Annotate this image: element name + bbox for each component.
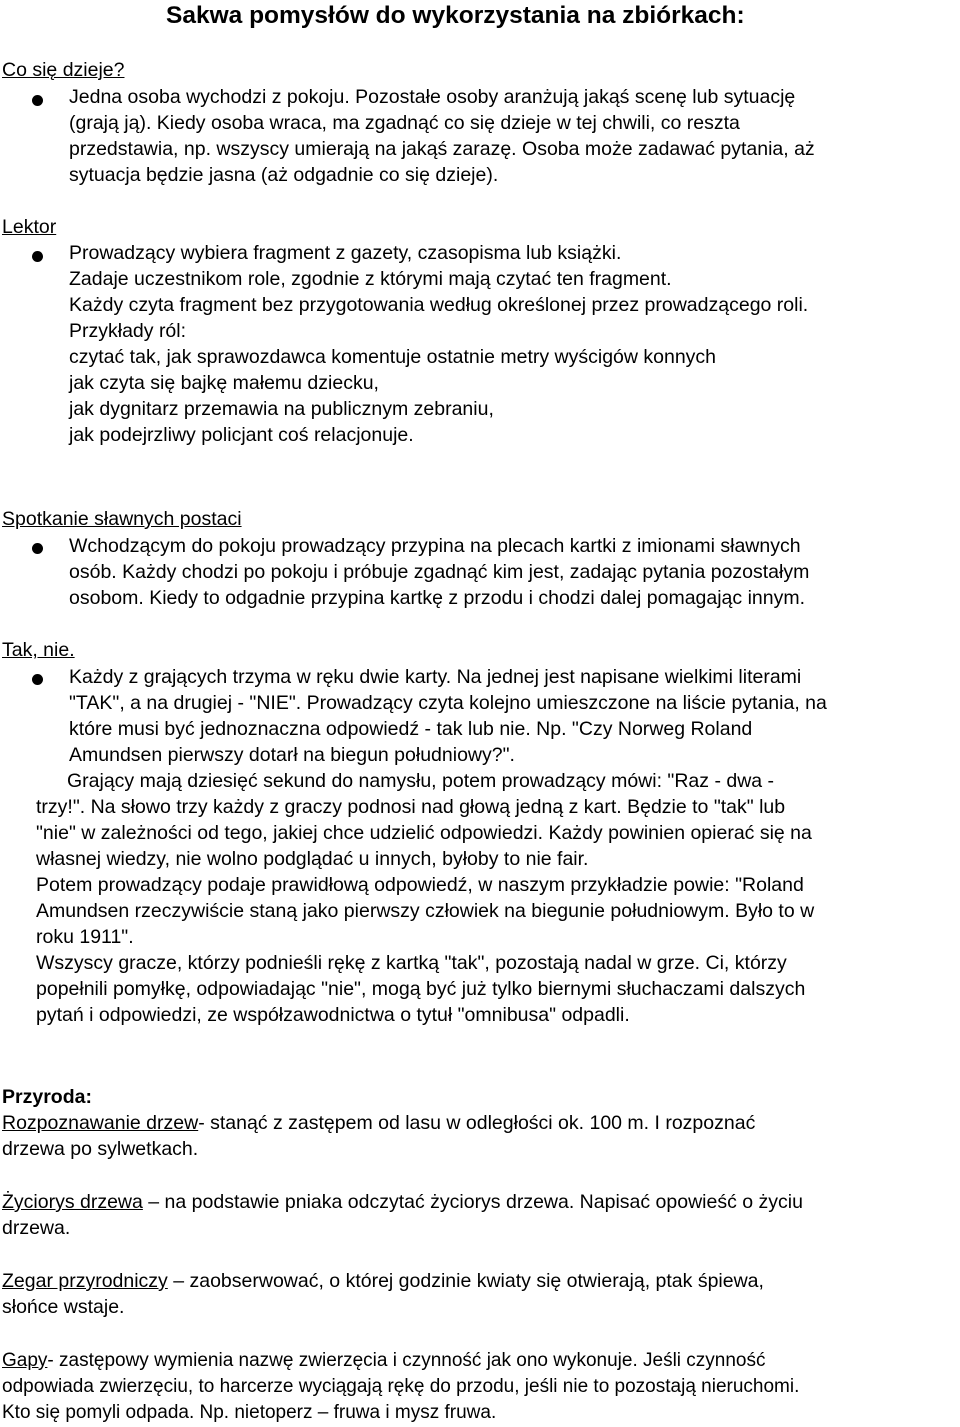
item-gapy (2, 1348, 799, 1426)
item-zyciorys-drzewa (2, 1189, 803, 1241)
heading-lektor: Lektor (2, 216, 57, 238)
item-term: Rozpoznawanie drzew (2, 1112, 199, 1134)
text-line: pytań i odpowiedzi, ze współzawodnictwa o tytuł "omnibusa" odpadli. (36, 1004, 630, 1026)
text-line: Kto się pomyli odpada. Np. nietoperz – fruwa i mysz fruwa. (2, 1402, 497, 1423)
item-rozpoznawanie-drzew (2, 1110, 755, 1162)
text-line: Każdy z grających trzyma w ręku dwie karty. Na jednej jest napisane wielkimi literami (69, 666, 802, 688)
heading-tak-nie: Tak, nie. (2, 639, 75, 661)
text-line: popełnili pomyłkę, odpowiadając "nie", mogą być już tylko biernymi słuchaczami dalszych (36, 978, 806, 1000)
text-line: osób. Każdy chodzi po pokoju i próbuje zgadnąć kim jest, zadając pytania pozostałym (69, 561, 810, 583)
text-line: odpowiada zwierzęciu, to harcerze wyciągają rękę do przodu, jeśli nie to pozostają nieruchomi. (2, 1376, 800, 1397)
item-term: Zegar przyrodniczy (2, 1270, 168, 1292)
text-line: sytuacja będzie jasna (aż odgadnie co się dzieje). (69, 164, 499, 186)
item-description: – na podstawie pniaka odczytać życiorys drzewa. Napisać opowieść o życiu (142, 1191, 803, 1213)
text-line: trzy!". Na słowo trzy każdy z graczy podnosi nad głową jedną z kart. Będzie to "tak" lub (36, 796, 786, 818)
text-line: słońce wstaje. (2, 1296, 125, 1318)
paragraph-tak-nie-2-first (67, 768, 774, 794)
text-line: Amundsen pierwszy dotarł na biegun południowy?". (69, 744, 515, 766)
item-description: - zastępowy wymienia nazwę zwierzęcia i czynność jak ono wykonuje. Jeśli czynność (47, 1350, 766, 1371)
item-term: Życiorys drzewa (2, 1191, 143, 1213)
text-line (2, 1110, 755, 1136)
text-line: Wchodzącym do pokoju prowadzący przypina na plecach kartki z imionami sławnych (69, 535, 801, 557)
paragraph-co-sie-dzieje (69, 84, 815, 188)
text-line: roku 1911". (36, 926, 134, 948)
text-line: Zadaje uczestnikom role, zgodnie z którymi mają czytać ten fragment. (69, 268, 672, 290)
bullet-icon (32, 251, 43, 262)
item-description: - stanąć z zastępem od lasu w odległości ok. 100 m. I rozpoznać (198, 1112, 756, 1134)
text-line: czytać tak, jak sprawozdawca komentuje ostatnie metry wyścigów konnych (69, 346, 717, 368)
text-line: (grają ją). Kiedy osoba wraca, ma zgadnąć co się dzieje w tej chwili, co reszta (69, 112, 740, 134)
text-line (2, 1189, 803, 1215)
text-line: "TAK", a na drugiej - "NIE". Prowadzący czyta kolejno umieszczone na liście pytania, na (69, 692, 827, 714)
page-title: Sakwa pomysłów do wykorzystania na zbiórkach: (166, 2, 745, 29)
text-line: "nie" w zależności od tego, jakiej chce udzielić odpowiedzi. Każdy powinien opierać się na (36, 822, 812, 844)
text-line: przedstawia, np. wszyscy umierają na jakąś zarazę. Osoba może zadawać pytania, aż (69, 138, 815, 160)
text-line: jak dygnitarz przemawia na publicznym zebraniu, (69, 398, 494, 420)
text-line: własnej wiedzy, nie wolno podglądać u innych, byłoby to nie fair. (36, 848, 589, 870)
paragraph-spotkanie (69, 533, 809, 611)
heading-spotkanie: Spotkanie sławnych postaci (2, 508, 242, 530)
text-line: jak czyta się bajkę małemu dziecku, (69, 372, 379, 394)
text-line: Grający mają dziesięć sekund do namysłu, potem prowadzący mówi: "Raz - dwa - (67, 770, 775, 792)
text-line: osobom. Kiedy to odgadnie przypina kartkę z przodu i chodzi dalej pomagając innym. (69, 587, 806, 609)
bullet-icon (32, 543, 43, 554)
bullet-icon (32, 95, 43, 106)
text-line: drzewa. (2, 1217, 71, 1239)
item-term: Gapy (2, 1350, 48, 1371)
text-line: Potem prowadzący podaje prawidłową odpowiedź, w naszym przykładzie powie: "Roland (36, 874, 804, 896)
text-line: które musi być jednoznaczna odpowiedź - tak lub nie. Np. "Czy Norweg Roland (69, 718, 753, 740)
text-line: jak podejrzliwy policjant coś relacjonuje. (69, 424, 414, 446)
item-zegar-przyrodniczy (2, 1268, 764, 1320)
text-line: drzewa po sylwetkach. (2, 1138, 199, 1160)
text-line (2, 1348, 799, 1374)
heading-przyroda: Przyroda: (2, 1086, 92, 1108)
text-line: Amundsen rzeczywiście staną jako pierwszy człowiek na biegunie południowym. Było to w (36, 900, 815, 922)
paragraph-tak-nie-2 (36, 794, 814, 1028)
text-line (2, 1268, 764, 1294)
heading-co-sie-dzieje: Co się dzieje? (2, 59, 125, 81)
text-line: Prowadzący wybiera fragment z gazety, czasopisma lub książki. (69, 242, 622, 264)
item-description: – zaobserwować, o której godzinie kwiaty się otwierają, ptak śpiewa, (167, 1270, 764, 1292)
text-line: Każdy czyta fragment bez przygotowania według określonej przez prowadzącego roli. (69, 294, 809, 316)
paragraph-lektor (69, 240, 808, 448)
text-line: Jedna osoba wychodzi z pokoju. Pozostałe osoby aranżują jakąś scenę lub sytuację (69, 86, 796, 108)
bullet-icon (32, 674, 43, 685)
text-line: Wszyscy gracze, którzy podnieśli rękę z kartką "tak", pozostają nadal w grze. Ci, którzy (36, 952, 787, 974)
text-line: Przykłady ról: (69, 320, 187, 342)
paragraph-tak-nie-1 (69, 664, 827, 768)
